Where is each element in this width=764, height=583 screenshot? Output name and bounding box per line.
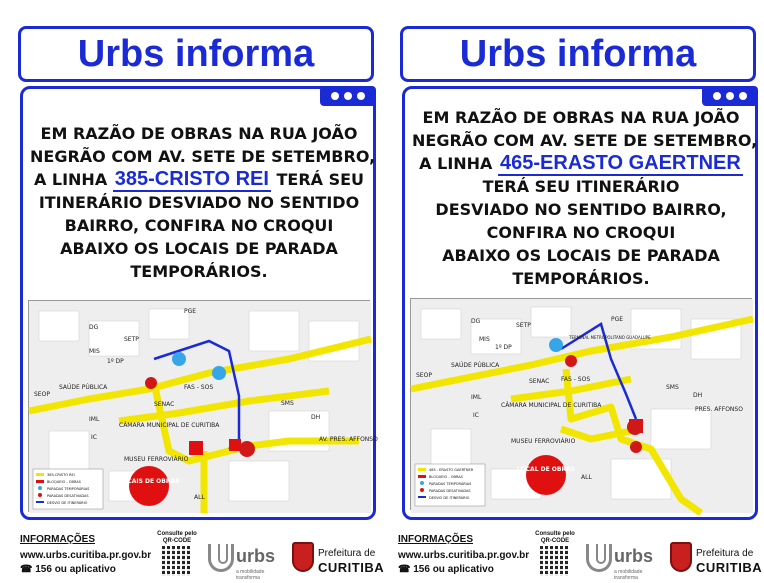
svg-text:SETP: SETP	[516, 322, 531, 329]
more-dots-icon	[320, 86, 376, 106]
qr-label: Consulte pelo QR-CODE	[535, 531, 575, 544]
svg-text:1º DP: 1º DP	[107, 358, 124, 365]
svg-text:DH: DH	[311, 414, 321, 421]
svg-text:SMS: SMS	[666, 384, 679, 391]
svg-text:465 - ERASTO GAERTNER: 465 - ERASTO GAERTNER	[429, 468, 474, 472]
svg-text:TERMINAL METROPOLITANO GUADALU: TERMINAL METROPOLITANO GUADALUPE	[569, 335, 651, 340]
info-heading: INFORMAÇÕES	[398, 534, 473, 545]
svg-text:FAS - SOS: FAS - SOS	[184, 384, 214, 391]
notice-line: BAIRRO, CONFIRA NO CROQUI	[64, 216, 334, 235]
qr-code-icon[interactable]	[162, 546, 192, 576]
bus-line-name: 465-ERASTO GAERTNER	[500, 152, 741, 174]
notice-line: ABAIXO OS LOCAIS DE PARADA	[442, 246, 720, 265]
info-heading: INFORMAÇÕES	[20, 534, 95, 545]
info-phone: ☎ 156 ou aplicativo	[398, 564, 494, 575]
notice-line: EM RAZÃO DE OBRAS NA RUA JOÃO	[40, 124, 358, 143]
info-url[interactable]: www.urbs.curitiba.pr.gov.br	[20, 550, 152, 561]
footer-left	[20, 522, 385, 583]
notice-line: A LINHA 465-ERASTO GAERTNER	[419, 152, 741, 174]
svg-text:PARADAS TEMPORÁRIAS: PARADAS TEMPORÁRIAS	[47, 487, 90, 491]
notice-line: TEMPORÁRIOS.	[130, 262, 268, 281]
info-phone: ☎ 156 ou aplicativo	[20, 564, 116, 575]
svg-text:SMS: SMS	[281, 400, 294, 407]
urbs-logo: urbs a mobilidade transforma	[208, 542, 278, 582]
svg-text:CÂMARA MUNICIPAL DE CURITIBA: CÂMARA MUNICIPAL DE CURITIBA	[119, 422, 220, 429]
notice-line: CONFIRA NO CROQUI	[486, 223, 676, 242]
poster-title: Urbs informa	[77, 32, 315, 75]
notice-line: TEMPORÁRIOS.	[512, 269, 650, 288]
svg-text:BLOQUEIO - OBRAS: BLOQUEIO - OBRAS	[47, 480, 81, 484]
svg-text:IML: IML	[471, 394, 482, 401]
svg-text:PGE: PGE	[184, 308, 197, 315]
svg-text:DESVIO DE ITINERÁRIO: DESVIO DE ITINERÁRIO	[47, 501, 88, 505]
svg-text:DESVIO DE ITINERÁRIO: DESVIO DE ITINERÁRIO	[429, 496, 470, 500]
notice-line: TERÁ SEU ITINERÁRIO	[482, 177, 680, 196]
prefeitura-logo: Prefeitura de CURITIBA	[292, 542, 382, 582]
urbs-logo: urbs a mobilidade transforma	[586, 542, 656, 582]
svg-text:SAÚDE PÚBLICA: SAÚDE PÚBLICA	[451, 362, 500, 369]
poster-title-box	[400, 26, 756, 82]
svg-text:385-CRISTO REI: 385-CRISTO REI	[47, 473, 75, 477]
svg-text:DG: DG	[89, 324, 99, 331]
poster-right	[382, 0, 764, 583]
svg-text:SENAC: SENAC	[154, 401, 175, 408]
svg-text:SENAC: SENAC	[529, 378, 550, 385]
poster-title-box	[18, 26, 374, 82]
notice-line: ITINERÁRIO DESVIADO NO SENTIDO	[38, 193, 360, 212]
svg-text:PARADAS DESATIVADAS: PARADAS DESATIVADAS	[47, 494, 89, 498]
svg-text:MUSEU FERROVIÁRIO: MUSEU FERROVIÁRIO	[124, 456, 189, 463]
crest-icon	[292, 542, 314, 572]
svg-text:IML: IML	[89, 416, 100, 423]
svg-text:PRES. AFFONSO: PRES. AFFONSO	[695, 406, 743, 413]
svg-text:MIS: MIS	[89, 348, 100, 355]
svg-text:DG: DG	[471, 318, 481, 325]
svg-text:DH: DH	[693, 392, 703, 399]
svg-text:PGE: PGE	[611, 316, 624, 323]
notice-line: ABAIXO OS LOCAIS DE PARADA	[60, 239, 338, 258]
notice-line: NEGRÃO COM AV. SETE DE SETEMBRO,	[30, 147, 376, 166]
route-map	[28, 300, 378, 512]
svg-text:MIS: MIS	[479, 336, 490, 343]
svg-text:IC: IC	[91, 434, 97, 441]
svg-text:LOCAIS DE OBRAS: LOCAIS DE OBRAS	[118, 478, 180, 485]
crest-icon	[670, 542, 692, 572]
bus-line-name: 385-CRISTO REI	[114, 168, 269, 190]
svg-text:IC: IC	[473, 412, 479, 419]
notice-line: NEGRÃO COM AV. SETE DE SETEMBRO,	[412, 131, 758, 150]
qr-label: Consulte pelo QR-CODE	[157, 531, 197, 544]
qr-code-icon[interactable]	[540, 546, 570, 576]
notice-line: EM RAZÃO DE OBRAS NA RUA JOÃO	[422, 108, 740, 127]
svg-text:CÂMARA MUNICIPAL DE CURITIBA: CÂMARA MUNICIPAL DE CURITIBA	[501, 402, 602, 409]
svg-text:FAS - SOS: FAS - SOS	[561, 376, 591, 383]
stop-icon	[145, 377, 157, 389]
svg-text:LOCAL DE OBRAS: LOCAL DE OBRAS	[516, 466, 576, 473]
notice-text	[30, 122, 376, 283]
svg-text:PARADAS TEMPORÁRIAS: PARADAS TEMPORÁRIAS	[429, 482, 472, 486]
poster-title: Urbs informa	[459, 32, 697, 75]
svg-text:MUSEU FERROVIÁRIO: MUSEU FERROVIÁRIO	[511, 438, 576, 445]
svg-text:ALL: ALL	[581, 474, 592, 481]
svg-text:SEOP: SEOP	[34, 391, 50, 398]
footer-right	[398, 522, 763, 583]
svg-text:SEOP: SEOP	[416, 372, 432, 379]
svg-text:SETP: SETP	[124, 336, 139, 343]
prefeitura-logo: Prefeitura de CURITIBA	[670, 542, 756, 582]
block-marker	[189, 441, 203, 455]
info-url[interactable]: www.urbs.curitiba.pr.gov.br	[398, 550, 530, 561]
svg-text:SAÚDE PÚBLICA: SAÚDE PÚBLICA	[59, 384, 108, 391]
notice-text	[412, 106, 758, 290]
svg-text:PARADAS DESATIVADAS: PARADAS DESATIVADAS	[429, 489, 471, 493]
svg-text:1º DP: 1º DP	[495, 344, 512, 351]
notice-line: DESVIADO NO SENTIDO BAIRRO,	[435, 200, 727, 219]
more-dots-icon	[702, 86, 758, 106]
svg-text:BLOQUEIO - OBRAS: BLOQUEIO - OBRAS	[429, 475, 463, 479]
route-map	[410, 298, 752, 510]
svg-text:AV. PRES. AFFONSO: AV. PRES. AFFONSO	[319, 436, 378, 443]
svg-text:ALL: ALL	[194, 494, 205, 501]
notice-line: A LINHA 385-CRISTO REI TERÁ SEU	[33, 168, 365, 190]
